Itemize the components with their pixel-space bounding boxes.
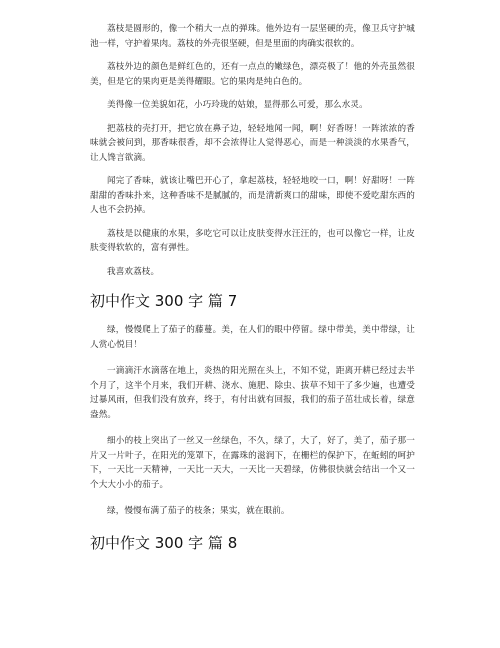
paragraph-lychee-smell: 把荔枝的壳打开，把它放在鼻子边，轻轻地闻一闻，啊！好香呀！一阵浓浓的香味就会被问到，那香味很香，却不会浓得让人觉得恶心，而是一种淡淡的水果香气，让人馋言欲滴。 (90, 123, 415, 163)
paragraph-eggplant-conclusion: 绿，慢慢布满了茄子的枝条；果实，就在眼前。 (107, 506, 290, 516)
paragraph-eggplant-growth: 细小的枝上突出了一丝又一丝绿色，不久，绿了，大了，好了，美了，茄子那一片又一片叶子，在阳光的笼罩下，在露珠的滋润下，在栅栏的保护下，在蚯蚓的呵护下，一天比一天精神，一天比一天大，一天比一天碧绿，仿佛很快就会结出一个又一个大大小小的茄子。 (90, 436, 415, 490)
section-heading-7: 初中作文 300 字 篇 7 (90, 292, 238, 310)
paragraph-lychee-color: 荔枝外边的颜色是鲜红色的，还有一点点的嫩绿色，漂亮极了！他的外壳虽然很美，但是它的果肉更是美得耀眼。它的果肉是纯白色的。 (90, 62, 415, 87)
paragraph-lychee-shape: 荔枝是圆形的，像一个稍大一点的弹珠。他外边有一层坚硬的壳，像卫兵守护城池一样，守护着果肉。荔枝的外壳很坚硬，但是里面的肉确实很软的。 (90, 24, 415, 49)
paragraph-eggplant-intro: 绿，慢慢爬上了茄子的藤蔓。美，在人们的眼中停留。绿中带美，美中带绿，让人赏心悦目！ (90, 325, 415, 350)
paragraph-lychee-health: 荔枝是以健康的水果，多吃它可以让皮肤变得水汪汪的，也可以像它一样，让皮肤变得软软的，富有弹性。 (90, 228, 415, 253)
document-body (90, 22, 415, 553)
paragraph-lychee-taste: 闻完了香味，就该让嘴巴开心了，拿起荔枝，轻轻地咬一口，啊！好甜呀！一阵甜甜的香味扑来，这种香味不是腻腻的，而是清新爽口的甜味，即使不爱吃甜东西的人也不会扔掉。 (90, 176, 415, 215)
paragraph-lychee-beauty: 美得像一位美貌如花，小巧玲珑的姑娘，显得那么可爱，那么水灵。 (107, 100, 368, 110)
section-heading-8: 初中作文 300 字 篇 8 (90, 533, 238, 552)
paragraph-lychee-conclusion: 我喜欢荔枝。 (107, 266, 160, 277)
paragraph-eggplant-labor: 一滴滴汗水滴落在地上，炎热的阳光照在头上，不知不觉，距离开耕已经过去半个月了，这半个月来，我们开耕、浇水、施肥、除虫、拔草不知干了多少遍，也遭受过暴风雨，但我们没有放弃，终于，有付出就有回报，我们的茄子茁壮成长着，绿意盎然。 (90, 366, 415, 420)
